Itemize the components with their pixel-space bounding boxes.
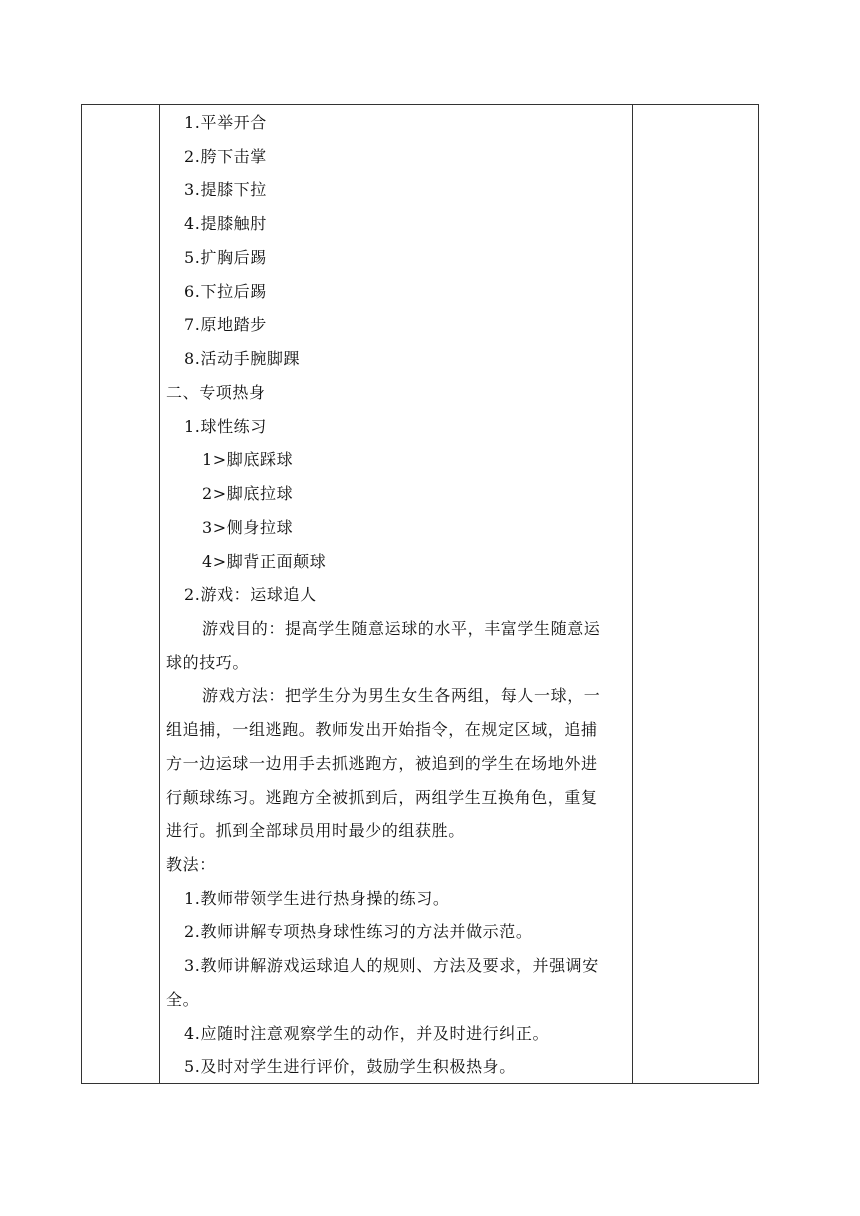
teaching-line: 5.及时对学生进行评价，鼓励学生积极热身。	[184, 1057, 516, 1076]
game-heading: 2.游戏：运球追人	[184, 585, 317, 604]
game-method-line: 方一边运球一边用手去抓逃跑方，被追到的学生在场地外进	[166, 754, 598, 773]
warmup-item: 1.平举开合	[184, 113, 267, 132]
ball-practice-item: 2>脚底拉球	[202, 484, 294, 503]
warmup-item: 5.扩胸后踢	[184, 248, 267, 267]
subsection-heading: 1.球性练习	[184, 417, 267, 436]
game-method-line: 行颠球练习。逃跑方全被抓到后，两组学生互换角色，重复	[166, 788, 598, 807]
teaching-line: 1.教师带领学生进行热身操的练习。	[184, 889, 450, 908]
teaching-line: 全。	[166, 990, 200, 1009]
game-method-line: 进行。抓到全部球员用时最少的组获胜。	[166, 821, 465, 840]
ball-practice-item: 4>脚背正面颠球	[202, 552, 327, 571]
warmup-item: 8.活动手腕脚踝	[184, 349, 301, 368]
warmup-item: 3.提膝下拉	[184, 180, 267, 199]
section-heading: 二、专项热身	[166, 383, 266, 402]
teaching-line: 3.教师讲解游戏运球追人的规则、方法及要求，并强调安	[184, 956, 599, 975]
teaching-line: 4.应随时注意观察学生的动作，并及时进行纠正。	[184, 1024, 550, 1043]
teaching-line: 2.教师讲解专项热身球性练习的方法并做示范。	[184, 922, 533, 941]
game-purpose-line: 球的技巧。	[166, 653, 250, 672]
warmup-item: 6.下拉后踢	[184, 282, 267, 301]
teaching-heading: 教法：	[166, 855, 216, 874]
game-method-line: 组追捕，一组逃跑。教师发出开始指令，在规定区域，追捕	[166, 720, 598, 739]
ball-practice-item: 3>侧身拉球	[202, 518, 294, 537]
ball-practice-item: 1>脚底踩球	[202, 450, 294, 469]
game-purpose-line: 游戏目的：提高学生随意运球的水平，丰富学生随意运	[202, 619, 601, 638]
warmup-item: 7.原地踏步	[184, 315, 267, 334]
warmup-item: 2.胯下击掌	[184, 147, 267, 166]
game-method-line: 游戏方法：把学生分为男生女生各两组，每人一球，一	[202, 686, 601, 705]
warmup-item: 4.提膝触肘	[184, 214, 267, 233]
